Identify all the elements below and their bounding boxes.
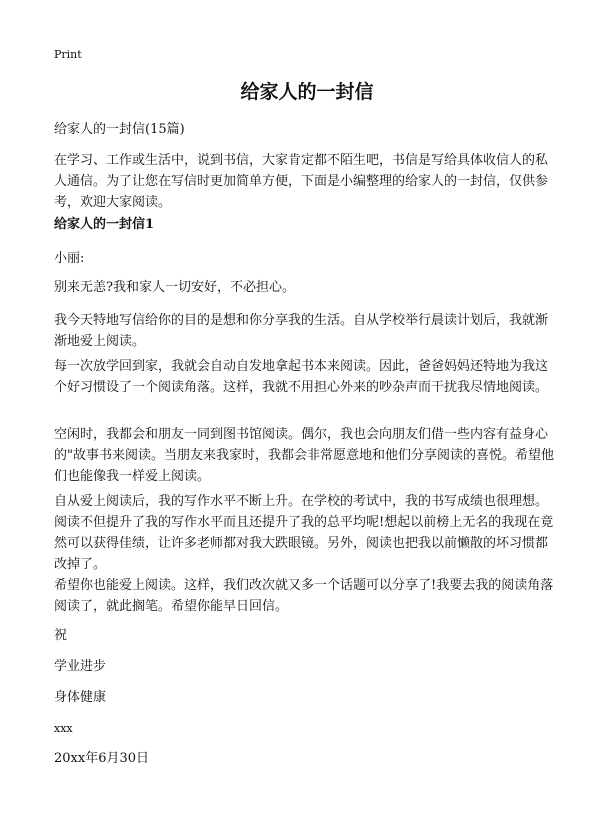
letter-closing: 祝 [54, 628, 68, 643]
letter-signature: xxx [54, 722, 73, 735]
letter-greeting: 小丽: [54, 251, 85, 266]
letter-paragraph: 希望你也能爱上阅读。这样，我们改次就又多一个话题可以分享了!我要去我的阅读角落阅读了，就此搁笔。希望你能早日回信。 [54, 578, 554, 614]
letter-paragraph: 空闲时，我都会和朋友一同到图书馆阅读。偶尔，我也会向朋友们借一些内容有益身心的"故事书来阅读。当朋友来我家时，我都会非常愿意地和他们分享阅读的喜悦。希望他们也能像我一样爱上阅读。 [54, 427, 554, 484]
letter-paragraph: 我今天特地写信给你的目的是想和你分享我的生活。自从学校举行晨读计划后，我就渐渐地爱上阅读。 [54, 313, 549, 349]
print-link[interactable]: Print [54, 48, 82, 61]
document-subtitle: 给家人的一封信(15篇) [54, 122, 185, 137]
letter-closing: 身体健康 [54, 690, 107, 705]
letter-paragraph: 自从爱上阅读后，我的写作水平不断上升。在学校的考试中，我的书写成绩也很理想。阅读不但提升了我的写作水平而且还提升了我的总平均呢!想起以前榜上无名的我现在竟然可以获得佳绩，让许多老师都对我大跌眼镜。另外，阅读也把我以前懒散的坏习惯都改掉了。 [54, 494, 554, 572]
page-title: 给家人的一封信 [240, 81, 374, 103]
letter-closing: 学业进步 [54, 659, 107, 674]
letter-paragraph: 别来无恙?我和家人一切安好，不必担心。 [54, 280, 295, 295]
letter-date: 20xx年6月30日 [54, 751, 150, 766]
letter-paragraph: 每一次放学回到家，我就会自动自发地拿起书本来阅读。因此，爸爸妈妈还特地为我这个好习惯设了一个阅读角落。这样，我就不用担心外来的吵杂声而干扰我尽情地阅读。 [54, 359, 549, 395]
section-heading: 给家人的一封信1 [54, 217, 155, 232]
intro-paragraph: 在学习、工作或生活中，说到书信，大家肯定都不陌生吧，书信是写给具体收信人的私人通信。为了让您在写信时更加简单方便，下面是小编整理的给家人的一封信，仅供参考，欢迎大家阅读。 [54, 153, 549, 210]
